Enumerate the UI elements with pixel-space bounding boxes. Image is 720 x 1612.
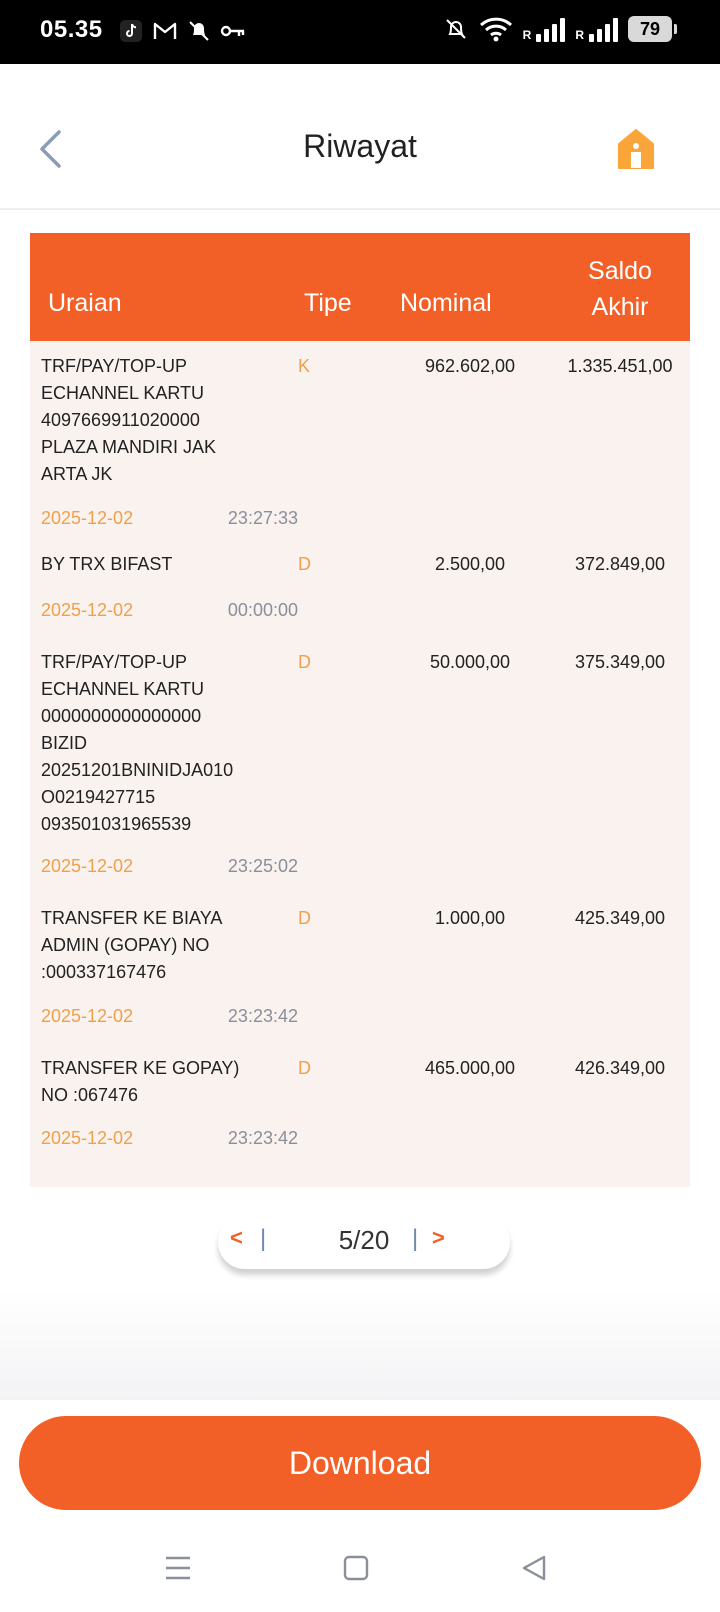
muted-notification-icon	[186, 18, 212, 44]
description-line: TRF/PAY/TOP-UP	[41, 652, 188, 672]
description-line: NO :067476	[41, 1085, 139, 1105]
table-row[interactable]	[30, 531, 690, 629]
page-title: Riwayat	[303, 128, 417, 164]
row-time: 23:27:33	[227, 508, 298, 528]
column-header-uraian: Uraian	[48, 289, 122, 317]
row-saldo: 375.349,00	[574, 652, 666, 672]
description-line: ECHANNEL KARTU	[41, 679, 205, 699]
status-time: 05.35	[40, 16, 103, 43]
signal-icon	[575, 16, 618, 42]
row-tipe: D	[298, 652, 311, 672]
description-line: 20251201BNINIDJA010	[41, 760, 234, 780]
table-row[interactable]	[30, 885, 690, 1035]
home-icon	[616, 128, 656, 170]
key-icon	[220, 18, 246, 44]
row-tipe: K	[298, 356, 311, 376]
gmail-icon	[152, 18, 178, 44]
table-row[interactable]	[30, 341, 690, 531]
mute-icon	[443, 16, 469, 42]
row-nominal: 50.000,00	[429, 652, 511, 672]
row-description	[41, 1055, 251, 1109]
description-line: TRANSFER KE BIAYA	[41, 908, 223, 928]
row-tipe: D	[298, 554, 311, 574]
signal-label: R	[575, 28, 584, 42]
description-line: PLAZA MANDIRI JAK	[41, 437, 217, 457]
row-tipe: D	[298, 1058, 311, 1078]
row-time: 00:00:00	[227, 600, 298, 620]
description-line: TRF/PAY/TOP-UP	[41, 356, 188, 376]
pagination-separator: |	[260, 1225, 267, 1252]
column-header-saldo-line1: Saldo	[588, 257, 652, 285]
column-header-saldo-akhir	[580, 253, 660, 325]
description-line: O0219427715	[41, 787, 156, 807]
table-row[interactable]	[30, 629, 690, 885]
description-line: 4097669911020000	[41, 410, 200, 430]
row-description	[41, 353, 251, 488]
home-button[interactable]	[616, 128, 656, 170]
status-bar	[0, 0, 720, 64]
square-home-icon	[342, 1554, 370, 1582]
triangle-back-icon	[520, 1554, 548, 1582]
download-button[interactable]: Download	[19, 1416, 701, 1510]
signal-icon	[523, 16, 566, 42]
row-date: 2025-12-02	[41, 856, 134, 876]
row-date: 2025-12-02	[41, 600, 134, 620]
column-header-nominal: Nominal	[400, 289, 492, 317]
row-saldo: 372.849,00	[574, 554, 666, 574]
battery-icon: 79	[628, 16, 672, 42]
wifi-icon	[479, 16, 513, 42]
transaction-table	[30, 233, 690, 1187]
pagination-separator: |	[412, 1225, 419, 1252]
row-date: 2025-12-02	[41, 1128, 134, 1148]
row-saldo: 426.349,00	[574, 1058, 666, 1078]
row-tipe: D	[298, 908, 311, 928]
row-nominal: 1.000,00	[434, 908, 506, 928]
column-header-saldo-line2: Akhir	[591, 293, 649, 321]
row-time: 23:23:42	[227, 1006, 298, 1026]
row-date: 2025-12-02	[41, 1006, 134, 1026]
row-nominal: 465.000,00	[424, 1058, 516, 1078]
app-header	[0, 64, 720, 210]
description-line: ADMIN (GOPAY) NO	[41, 935, 210, 955]
system-nav-bar	[0, 1530, 720, 1612]
description-line: BIZID	[41, 733, 88, 753]
description-line: 093501031965539	[41, 814, 192, 834]
column-header-tipe: Tipe	[304, 289, 352, 317]
row-date: 2025-12-02	[41, 508, 134, 528]
status-right-icons	[443, 16, 672, 42]
description-line: BY TRX BIFAST	[41, 554, 173, 574]
prev-page-button[interactable]: <	[230, 1225, 243, 1250]
row-saldo: 425.349,00	[574, 908, 666, 928]
status-left-icons	[118, 18, 246, 44]
row-description	[41, 551, 251, 578]
home-nav-button[interactable]	[336, 1548, 376, 1588]
row-nominal: 962.602,00	[424, 356, 516, 376]
row-time: 23:25:02	[227, 856, 298, 876]
page-indicator: 5/20	[338, 1225, 390, 1255]
row-time: 23:23:42	[227, 1128, 298, 1148]
description-line: ARTA JK	[41, 464, 113, 484]
back-nav-button[interactable]	[514, 1548, 554, 1588]
table-header	[30, 233, 690, 341]
row-saldo: 1.335.451,00	[567, 356, 673, 376]
recent-apps-button[interactable]	[158, 1548, 198, 1588]
description-line: ECHANNEL KARTU	[41, 383, 205, 403]
row-nominal: 2.500,00	[434, 554, 506, 574]
description-line: 0000000000000000	[41, 706, 202, 726]
menu-icon	[163, 1555, 193, 1581]
description-line: TRANSFER KE GOPAY)	[41, 1058, 240, 1078]
description-line: :000337167476	[41, 962, 167, 982]
table-row[interactable]	[30, 1035, 690, 1187]
row-description	[41, 905, 251, 986]
tiktok-icon	[118, 18, 144, 44]
bottom-fade	[0, 1290, 720, 1400]
pagination	[218, 1215, 510, 1269]
next-page-button[interactable]: >	[432, 1225, 445, 1250]
row-description	[41, 649, 251, 838]
signal-label: R	[522, 28, 532, 42]
